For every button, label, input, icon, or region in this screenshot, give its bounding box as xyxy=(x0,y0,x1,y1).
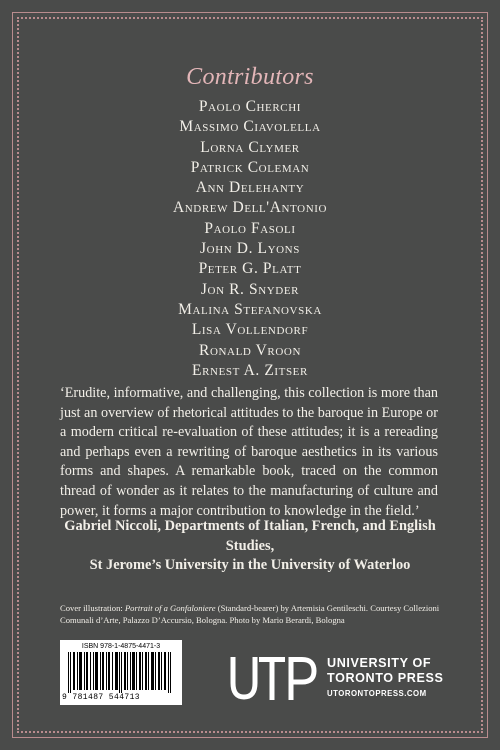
review-quote: ‘Erudite, informative, and challenging, this collection is more than just an overview of rhetorical attitudes to the baroque in Europe or a modern critical re-evaluation of these attitudes; it is a rereading and perhaps even a rewriting of baroque aesthetics in its various forms and shapes. A remarkable book, traced on the common thread of wonder as it relates to the manufacturing of culture and power, it forms a major contribution to knowledge in the field.’ xyxy=(60,385,438,519)
credit-artwork-title: Portrait of a Gonfaloniere xyxy=(124,603,216,613)
utp-logo xyxy=(226,655,321,700)
contributor-name: Andrew Dell'Antonio xyxy=(172,199,328,217)
contributor-name: Malina Stefanovska xyxy=(178,300,322,318)
contributor-name: Ernest A. Zitser xyxy=(192,361,308,379)
isbn-label: ISBN 978-1-4875-4471-3 xyxy=(81,643,161,650)
credit-prefix: Cover illustration: xyxy=(60,603,125,613)
contributors-list xyxy=(0,97,500,381)
contributor-name: Patrick Coleman xyxy=(190,158,310,176)
contributor-name: Massimo Ciavolella xyxy=(179,118,321,136)
contributor-name: Ronald Vroon xyxy=(199,341,301,359)
publisher-url: UTORONTOPRESS.COM xyxy=(327,689,427,698)
contributor-name: John D. Lyons xyxy=(200,240,300,258)
contributor-name: Paolo Fasoli xyxy=(204,219,296,237)
contributor-name: Ann Delehanty xyxy=(195,179,305,197)
contributors-heading: Contributors xyxy=(186,64,314,90)
attribution-line: Gabriel Niccoli, Departments of Italian, French, and English Studies, xyxy=(64,518,436,554)
barcode-digits: 9 781487 544713 xyxy=(62,693,141,702)
publisher-name xyxy=(327,656,457,699)
publisher-line: UNIVERSITY OF xyxy=(327,656,432,670)
publisher-line: TORONTO PRESS xyxy=(327,671,444,685)
contributor-name: Peter G. Platt xyxy=(198,260,302,278)
attribution-line: St Jerome’s University in the University of Waterloo xyxy=(89,557,411,573)
review-attribution xyxy=(48,517,452,576)
barcode-bars xyxy=(68,652,174,693)
contributor-name: Lorna Clymer xyxy=(200,138,300,156)
contributor-name: Paolo Cherchi xyxy=(198,98,302,115)
cover-illustration-credit xyxy=(60,602,450,626)
contributor-name: Lisa Vollendorf xyxy=(191,321,309,339)
credit-details: (Standard-bearer) by Artemisia Gentileschi. Courtesy Collezioni Comunali d’Arte, Palazzo D’Accursio, Bologna. Photo by Mario Berardi, Bologna xyxy=(60,603,440,625)
barcode xyxy=(60,640,182,705)
contributor-name: Jon R. Snyder xyxy=(200,280,300,298)
